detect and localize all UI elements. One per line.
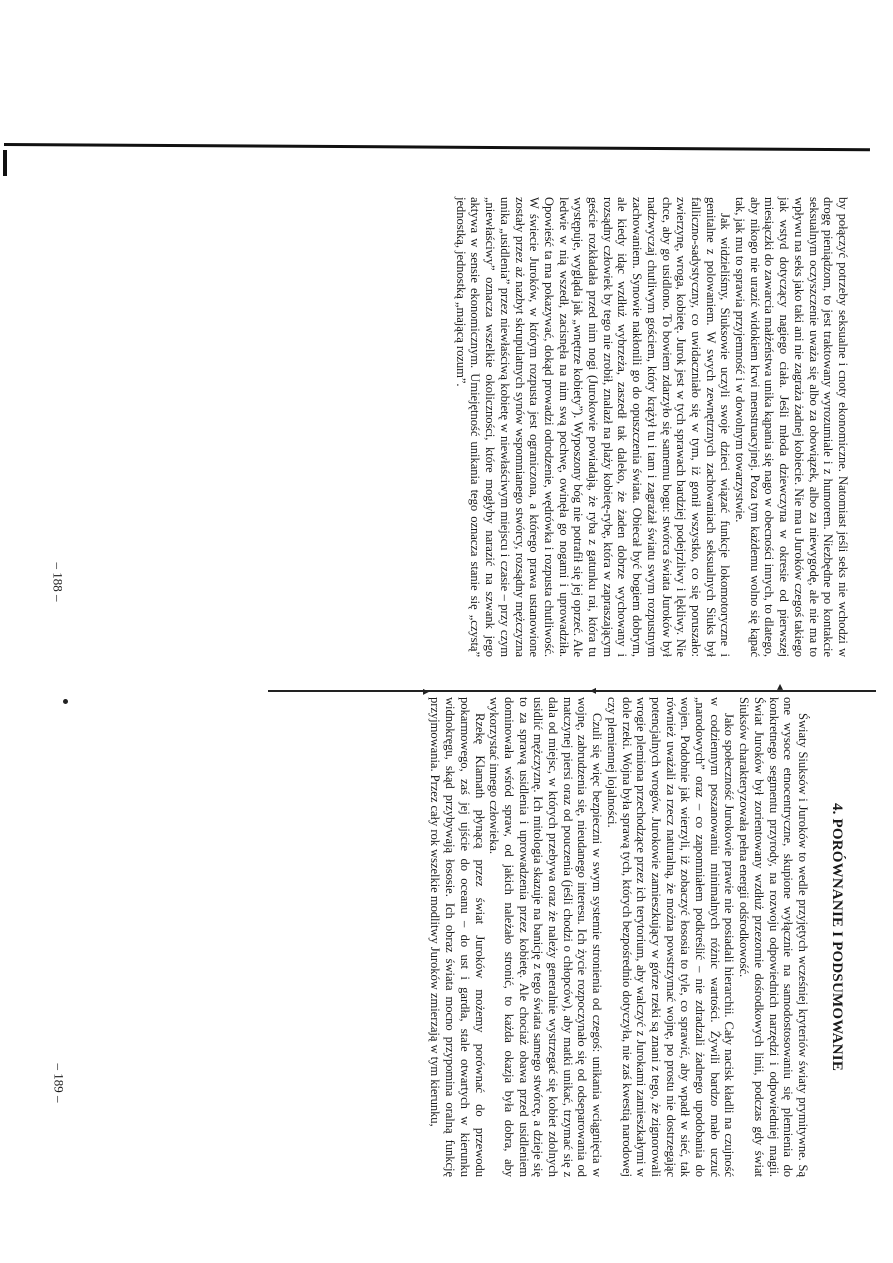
paragraph: Światy Siuksów i Juroków to wedle przyjętych wcześniej kryteriów światy prymitywne. Są one wysoce etnocentryczne, skupione wyłącznie na samodostosowaniu się plemienia do konkretnego segmentu przyrody, na rozwoju odpowiednich narzędzi i odpowiedniej magii. Świat Juroków był zorientowany wzdłuż przezornie dośrodkowych linii, podczas gdy świat Siuksów charakteryzowała pełna energii odśrodkowość. [737, 697, 810, 1177]
page-number-189: – 189 – [51, 1063, 67, 1103]
page-189 [105, 697, 845, 1177]
divider-tick-mark: ▸ [423, 684, 430, 698]
paragraph: Czuli się więc bezpieczni w swym systemie stronienia od czegoś: unikania wciągnięcia w wojnę, zabrudzenia się, nieudanego interesu. Ich życie rozpoczynało się od odseparowania od matczynej piersi oraz od pouczenia (jeśli chodzi o chłopców), aby matki unikać, trzymać się z dala od miejsc, w których przebywa oraz że należy generalnie wystrzegać się kobiet zdolnych usidlić mężczyznę. Ich mitologia skazuje na banicję z tego świata samego stwórcę, a dzieje się to za sprawą usidlenia i uprowadzenia przez kobietę. Ale chociaż obawa przed usidleniem dominowała wśród spraw, od jakich należało stronić, to każda okazja była dobra, aby wykorzystać innego człowieka. [487, 697, 605, 1177]
paragraph: Jak widzieliśmy, Siuksowie uczyli swoje dzieci wiązać funkcje lokomotoryczne i genitalne z polowaniem. W swych zewnętrznych zachowaniach seksualnych Siuks był falliczno-sadystyczny, co uwidaczniało się w tym, iż gonił wszystko, co się poruszało: zwierzynę, wroga, kobietę. Jurok jest w tych sprawach bardziej podejrzliwy i lękliwy. Nie chce, aby go usidlono. To bowiem zdarzyło się samemu bogu: stwórca świata Juroków był nadzwyczaj chutliwym gościem, który krążył tu i tam i zagrażał światu swym rozpustnym zachowaniem. Synowie nakłonili go do opuszczenia świata. Obiecał być bogiem dobrym, ale kiedy idąc wzdłuż wybrzeża, zaszedł tak daleko, że żaden dobrze wychowany i rozsądny człowiek by tego nie zrobił, znalazł na plaży kobietę-rybę, która w zapraszającym geście rozkładała przed nim nogi (Jurokowie powiadają, że ryba z gatunku rai, która tu występuje, wygląda jak „wnętrze kobiety”). Wyposzony bóg nie potrafił się jej oprzeć. Ale ledwie w nią wszedł, zacisnęła na nim swą pochwę, owinęła go nogami i uprowadziła. Opowieść ta ma pokazywać, dokąd prowadzi odrodzenie, wędrówka i rozpusta chutliwość. W świecie Juroków, w którym rozpusta jest ograniczona, a którego prawa ustanowione zostały przez aż nazbyt skrupulatnych synów wspomnianego stwórcy, rozsądny mężczyzna unika „usidlenia” przez niewłaściwą kobietę w niewłaściwym miejscu i czasie – przy czym „niewłaściwy” oznacza wszelkie okoliczności, które mogłyby narazić na szwank jego aktywa w sensie ekonomicznym. Umiejętność unikania tego oznacza stanie się „czystą” jednostką, jednostką „mającą rozum”. [453, 197, 733, 657]
paragraph: Jako społeczność Jurokowie prawie nie posiadali hierarchii. Cały nacisk kładli na czujność w codziennym poszanowaniu minimalnych różnic wartości. Żywili bardzo mało uczuć „narodowych” oraz – co zapomniałem podkreślić – nie zdradzali żadnego upodobania do wojen. Podobnie jak wierzyli, iż zobaczyć łososia to tyle, co sprawić, aby wpadł w sieć, tak również uważali za rzecz naturalną, że można powstrzymać wojnę, po prostu nie dostrzegając potencjalnych wrogów. Jurokowie zamieszkujący w górze rzeki są znani z tego, że zignorowali wrogie plemiona przechodzące przez ich terytorium, aby walczyć z Jurokami zamieszkałymi w dole rzeki. Wojna była sprawą tych, których bezpośrednio dotyczyła, nie zaś kwestią narodowej czy plemiennej lojalności. [604, 697, 737, 1177]
paragraph: by połączyć potrzeby seksualne i cnoty ekonomiczne. Natomiast jeśli seks nie wchodzi w drogę pieniądzom, to jest traktowany wyrozumiale i z humorem. Niezbędne po kontakcie seksualnym oczyszczenie uważa się albo za obowiązek, albo za niewygodę, ale nie ma to wpływu na seks jako taki ani nie zagraża żadnej kobiecie. Nie ma u Juroków czegoś takiego jak wstyd dotyczący nagiego ciała. Jeśli młoda dziewczyna w okresie od pierwszej miesiączki do zawarcia małżeństwa unika kąpania się nago w obecności innych, to dlatego, aby nikogo nie urazić widokiem krwi menstruacyjnej. Poza tym każdemu wolno się kąpać tak, jak mu to sprawia przyjemność i w dowolnym towarzystwie. [733, 197, 850, 657]
page-divider-line [268, 690, 876, 692]
paragraph: Rzekę Klamath płynącą przez świat Juroków możemy porównać do przewodu pokarmowego, zaś jej ujście do oceanu – do ust i gardła, stale otwartych w kierunku widnokręgu, skąd przybywają łososie. Ich obraz świata mocno przypomina oralną funkcję przyjmowania. Przez cały rok wszelkie modlitwy Juroków zmierzają w tym kierunku, [428, 697, 487, 1177]
divider-tick-mark: ◂ [590, 683, 597, 697]
scan-edge-mark [3, 150, 7, 176]
divider-tick-mark: ▴ [777, 679, 784, 693]
section-title: 4. PORÓWNANIE I PODSUMOWANIE [829, 802, 845, 1072]
scan-speck [63, 699, 68, 704]
scan-top-border [4, 143, 870, 151]
page-188-text [453, 197, 850, 657]
page-number-188: – 188 – [50, 562, 66, 602]
page-189-text [428, 697, 810, 1177]
page-188 [105, 197, 850, 657]
